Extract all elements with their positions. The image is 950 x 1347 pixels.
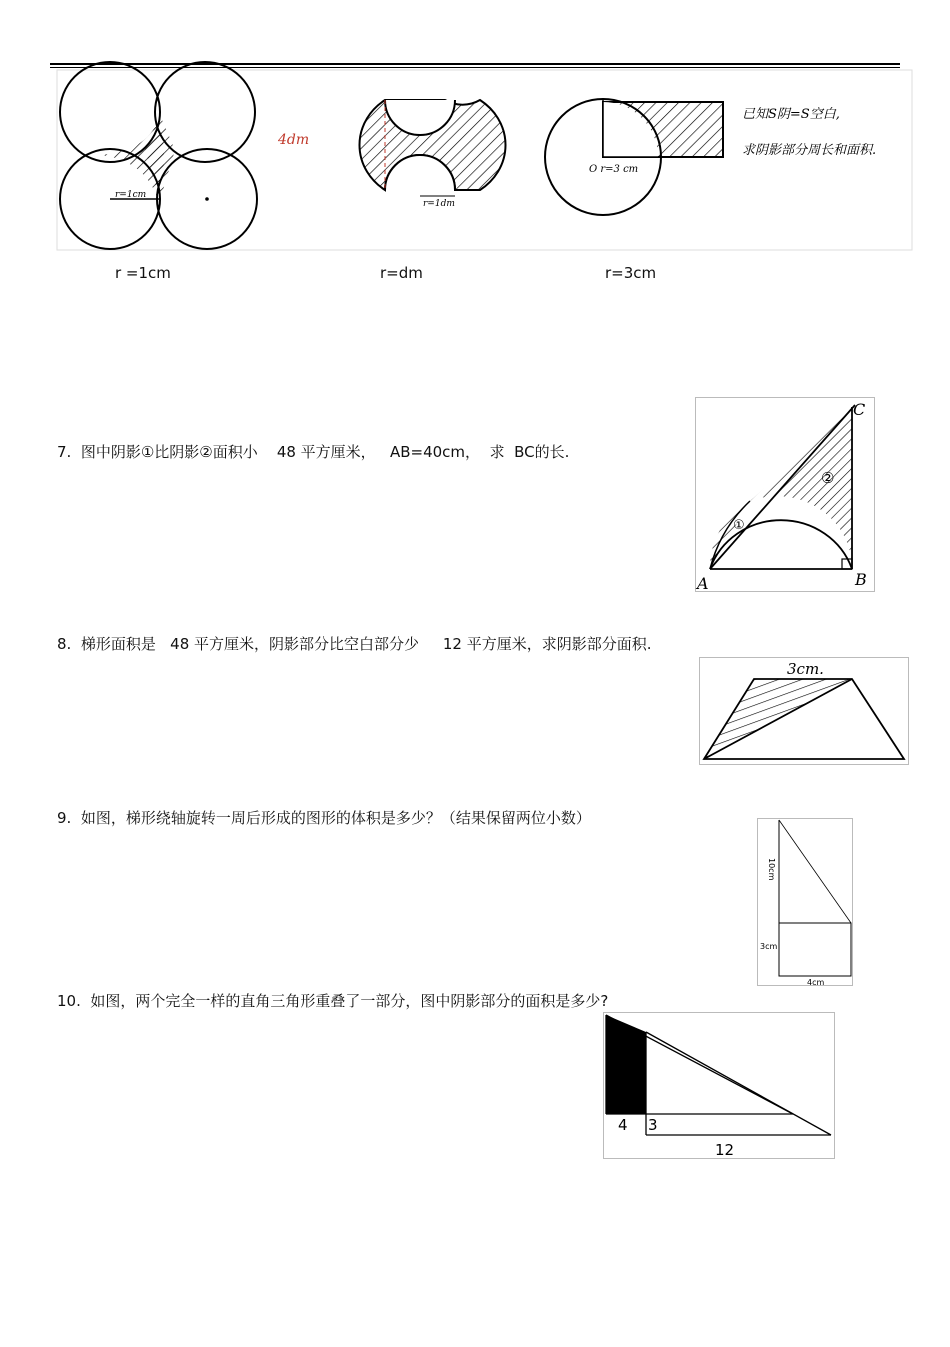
q10-text: 10. 如图，两个完全一样的直角三角形重叠了一部分，图中阴影部分的面积是多少? [57, 992, 609, 1010]
q7-label-a: A [697, 574, 709, 592]
q7-figure [695, 397, 875, 592]
q10-shaded-region [606, 1015, 646, 1114]
fig2-caption: r=dm [380, 264, 423, 282]
fig3-shape [545, 99, 876, 215]
q7-text: 7. 图中阴影①比阴影②面积小 48 平方厘米， AB=40cm， 求 BC的长. [57, 443, 570, 461]
fig1-four-circles [60, 62, 257, 249]
fig3-caption: r=3cm [605, 264, 657, 282]
q7-label-c: C [853, 400, 866, 419]
q10-figure [603, 1012, 835, 1159]
fig3-note-line2: 求阴影部分周长和面积. [742, 143, 877, 158]
fig1-caption: r =1cm [115, 264, 171, 282]
q9-figure [757, 818, 853, 986]
q10-label-4: 4 [618, 1116, 628, 1134]
circle-top-left [60, 62, 160, 162]
q8-text: 8. 梯形面积是 48 平方厘米，阴影部分比空白部分少 12 平方厘米，求阴影部分面积. [57, 635, 652, 653]
q10-label-3: 3 [648, 1116, 658, 1134]
fig2-radius-label: r=1dm [423, 199, 455, 209]
q9-text: 9. 如图，梯形绕轴旋转一周后形成的图形的体积是多少？（结果保留两位小数） [57, 809, 591, 827]
q9-bottom-label: 4cm [807, 978, 825, 986]
q7-label-one: ① [733, 518, 745, 533]
fig3-note-line1: 已知S阴=S空白, [742, 107, 840, 122]
fig3-radius-label: O r=3 cm [589, 164, 639, 175]
q8-top-label: 3cm. [787, 660, 824, 678]
q7-label-b: B [855, 570, 867, 589]
q7-label-two: ② [821, 469, 835, 487]
fig1-radius-label: r=1cm [115, 190, 147, 200]
fig2-width-label: 4dm [278, 132, 310, 148]
circle-top-right [155, 62, 255, 162]
q10-label-12: 12 [715, 1141, 735, 1159]
top-figures [0, 0, 950, 300]
fig2-shape [277, 100, 506, 209]
q8-figure [699, 657, 909, 765]
q9-side-label: 3cm [760, 942, 778, 951]
q9-height-label: 10cm [767, 858, 776, 881]
